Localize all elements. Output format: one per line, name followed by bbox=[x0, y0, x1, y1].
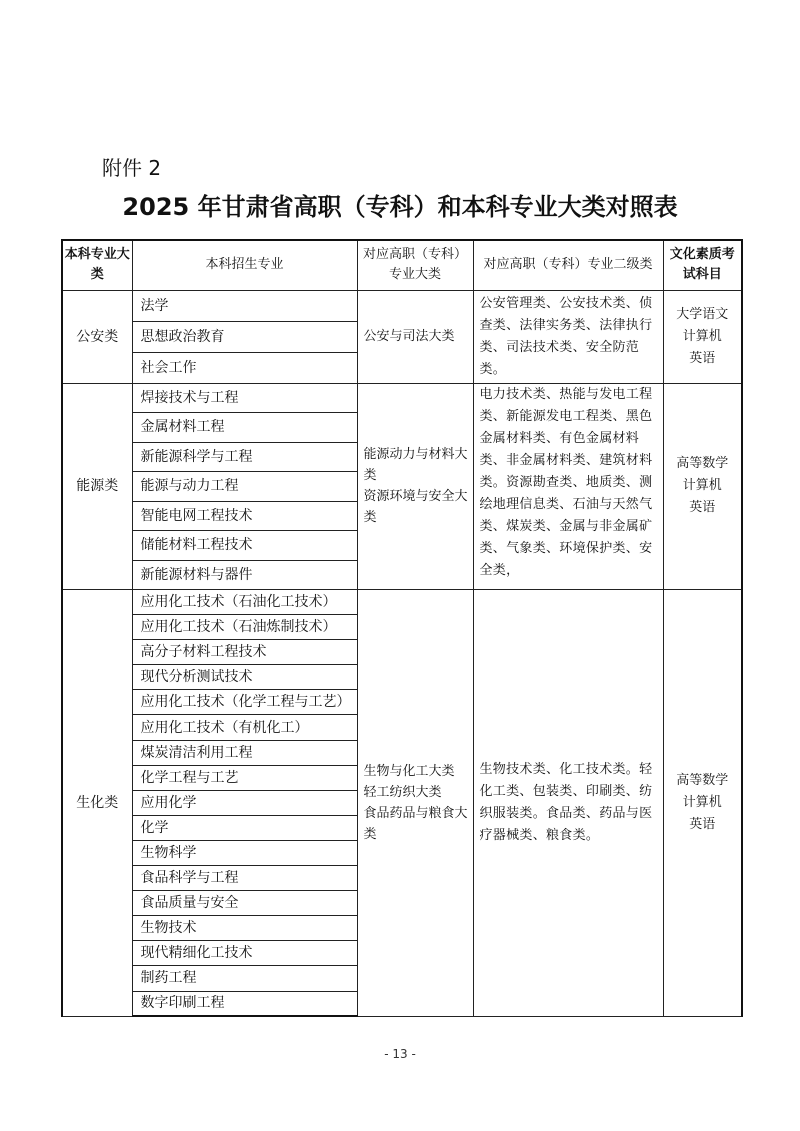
major-cell: 新能源科学与工程 bbox=[132, 442, 357, 472]
table-row bbox=[62, 590, 742, 615]
major-cell: 生物技术 bbox=[132, 916, 357, 941]
header-category: 本科专业大类 bbox=[62, 240, 132, 290]
vocational-subcategory-cell: 生物技术类、化工技术类。轻化工类、包装类、印刷类、纺织服装类。食品类、药品与医疗器械类、粮食类。 bbox=[473, 590, 663, 1017]
vocational-subcategory-cell: 电力技术类、热能与发电工程类、新能源发电工程类、黑色金属材料类、有色金属材料类、非金属材料类、建筑材料类。资源勘查类、地质类、测绘地理信息类、石油与天然气类、煤炭类、金属与非金属矿类、气象类、环境保护类、安全类， bbox=[473, 383, 663, 590]
major-cell: 应用化工技术（石油化工技术） bbox=[132, 590, 357, 615]
major-cell: 现代精细化工技术 bbox=[132, 941, 357, 966]
major-cell: 制药工程 bbox=[132, 966, 357, 991]
category-cell: 能源类 bbox=[62, 383, 132, 590]
major-cell: 应用化工技术（有机化工） bbox=[132, 715, 357, 740]
category-cell: 生化类 bbox=[62, 590, 132, 1017]
major-cell: 化学工程与工艺 bbox=[132, 765, 357, 790]
major-cell: 智能电网工程技术 bbox=[132, 501, 357, 531]
exam-subjects-cell: 高等数学 计算机 英语 bbox=[663, 383, 742, 590]
major-cell: 数字印刷工程 bbox=[132, 991, 357, 1016]
table-row bbox=[62, 383, 742, 413]
comparison-table bbox=[61, 239, 743, 1017]
major-cell: 焊接技术与工程 bbox=[132, 383, 357, 413]
major-cell: 应用化工技术（化学工程与工艺） bbox=[132, 690, 357, 715]
header-exam-subjects: 文化素质考试科目 bbox=[663, 240, 742, 290]
major-cell: 生物科学 bbox=[132, 840, 357, 865]
major-cell: 新能源材料与器件 bbox=[132, 560, 357, 590]
major-cell: 应用化工技术（石油炼制技术） bbox=[132, 615, 357, 640]
major-cell: 储能材料工程技术 bbox=[132, 531, 357, 561]
major-cell: 能源与动力工程 bbox=[132, 472, 357, 502]
exam-subjects-cell: 大学语文 计算机 英语 bbox=[663, 290, 742, 383]
table-row bbox=[62, 290, 742, 321]
major-cell: 化学 bbox=[132, 815, 357, 840]
header-majors: 本科招生专业 bbox=[132, 240, 357, 290]
major-cell: 金属材料工程 bbox=[132, 413, 357, 443]
major-cell: 社会工作 bbox=[132, 352, 357, 383]
major-cell: 食品质量与安全 bbox=[132, 891, 357, 916]
header-vocational-subcategory: 对应高职（专科）专业二级类 bbox=[473, 240, 663, 290]
vocational-category-cell: 能源动力与材料大类 资源环境与安全大类 bbox=[357, 383, 473, 590]
page-title: 2025 年甘肃省高职（专科）和本科专业大类对照表 bbox=[122, 193, 678, 221]
major-cell: 现代分析测试技术 bbox=[132, 665, 357, 690]
vocational-category-cell: 公安与司法大类 bbox=[357, 290, 473, 383]
major-cell: 法学 bbox=[132, 290, 357, 321]
major-cell: 煤炭清洁利用工程 bbox=[132, 740, 357, 765]
attachment-label: 附件 2 bbox=[102, 156, 162, 180]
vocational-category-cell: 生物与化工大类 轻工纺织大类 食品药品与粮食大类 bbox=[357, 590, 473, 1017]
major-cell: 思想政治教育 bbox=[132, 321, 357, 352]
major-cell: 应用化学 bbox=[132, 790, 357, 815]
header-vocational-category: 对应高职（专科）专业大类 bbox=[357, 240, 473, 290]
vocational-subcategory-cell: 公安管理类、公安技术类、侦查类、法律实务类、法律执行类、司法技术类、安全防范类。 bbox=[473, 290, 663, 383]
page-number: - 13 - bbox=[384, 1047, 416, 1061]
exam-subjects-cell: 高等数学 计算机 英语 bbox=[663, 590, 742, 1017]
major-cell: 高分子材料工程技术 bbox=[132, 640, 357, 665]
category-cell: 公安类 bbox=[62, 290, 132, 383]
major-cell: 食品科学与工程 bbox=[132, 866, 357, 891]
table-header-row bbox=[62, 240, 742, 290]
